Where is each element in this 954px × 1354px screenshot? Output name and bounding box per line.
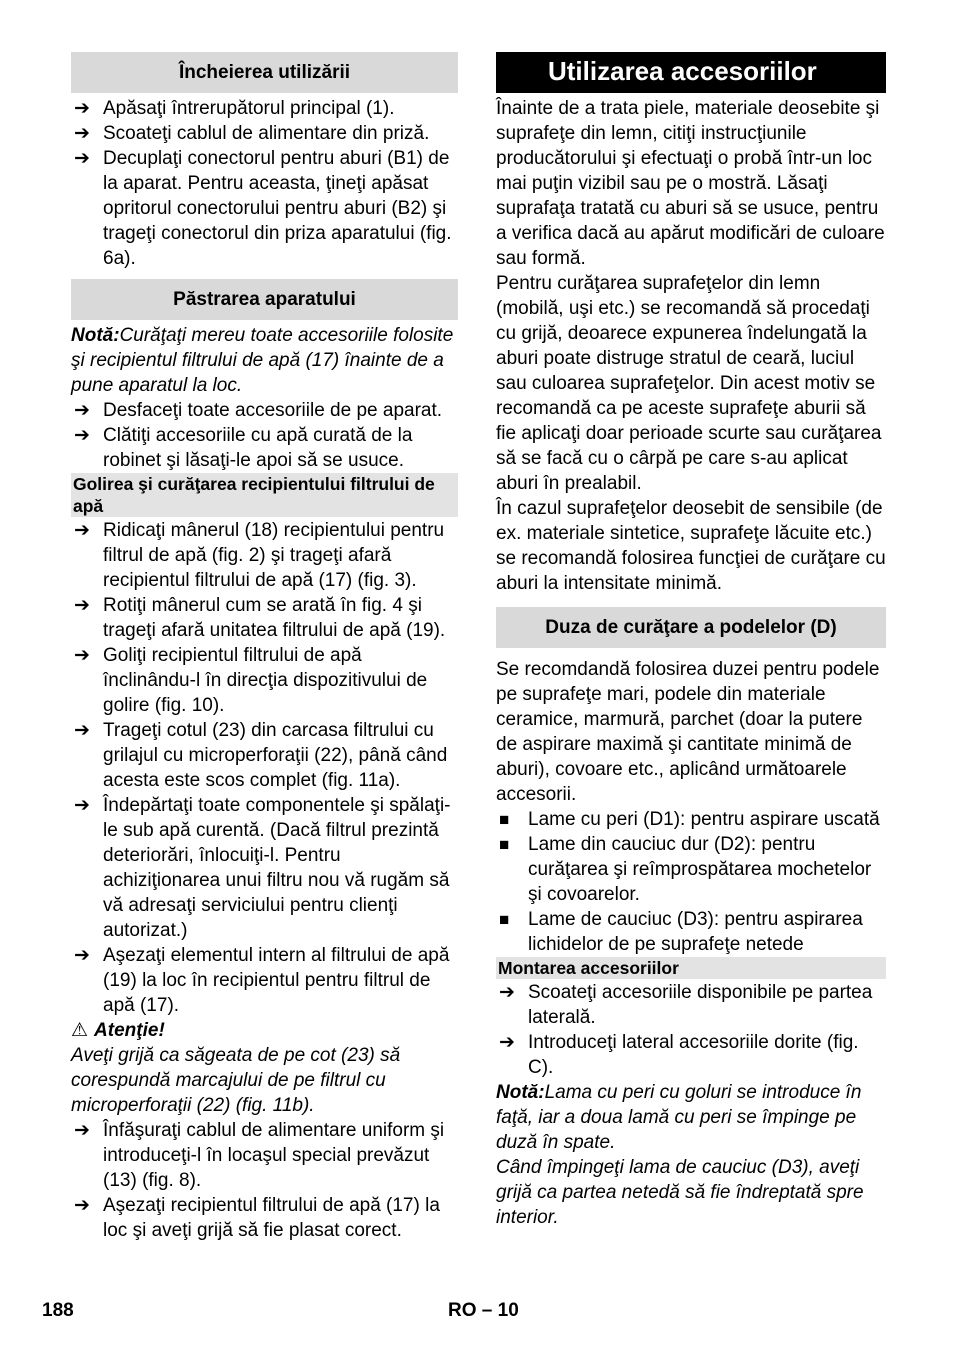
accessory-list (496, 807, 886, 957)
page-label: RO – 10 (448, 1300, 519, 1321)
right-column (496, 52, 886, 1230)
final-storage-steps (71, 1118, 458, 1243)
filter-cleaning-steps (71, 518, 458, 1018)
list-item: ➔ Apăsaţi întrerupătorul principal (1). (74, 98, 395, 119)
list-item: ➔ Aşezaţi elementul intern al filtrului de apă (19) la loc în recipientul pentru filtrul de apă (17). (74, 945, 450, 1016)
list-item: ➔ Scoateţi accesoriile disponibile pe partea laterală. (499, 982, 873, 1028)
list-item: ➔ Înfăşuraţi cablul de alimentare uniform şi introduceţi-l în locaşul special prevăzut (13) (fig. 8). (74, 1120, 445, 1191)
section-heading-storage: Păstrarea aparatului (71, 279, 458, 320)
note-storage: Notă:Curăţaţi mereu toate accesoriile folosite şi recipientul filtrului de apă (17) înainte de a pune aparatul la loc. (71, 325, 454, 396)
list-item: ➔ Trageţi cotul (23) din carcasa filtrului cu grilajul cu microperforaţii (22), până când acesta este scos complet (fig. 11a). (74, 720, 448, 791)
paragraph-floor-nozzle: Se recomdandă folosirea duzei pentru podele pe suprafeţe mari, podele din materiale ceramice, marmură, parchet (doar la putere de aspirare maximă şi cantitate minimă de aburi), covoare etc., aplicând următoarele accesorii. (496, 659, 880, 805)
arrow-icon: ➔ (74, 795, 90, 816)
section-heading-end-of-use: Încheierea utilizării (71, 52, 458, 93)
list-item: ➔ Rotiţi mânerul cum se arată în fig. 4 şi trageţi afară unitatea filtrului de apă (19). (74, 595, 446, 641)
subheading-mounting: Montarea accesoriilor (496, 957, 886, 979)
warning-heading: ⚠ Atenţie! (71, 1020, 165, 1041)
page-number: 188 (42, 1300, 74, 1321)
end-of-use-steps (71, 96, 458, 271)
paragraph-wood: Pentru curăţarea suprafeţelor din lemn (mobilă, uşi etc.) se recomandă să procedaţi cu grijă, deoarece expunerea îndelungată la aburi poate distruge stratul de ceară, luciul sau culoarea suprafeţelor. Din acest motiv se recomandă ca pe aceste suprafeţe aburii să fie aplicaţi doar perioade scurte sau curăţarea să se facă cu o cârpă pe care s-au aplicat aburi în prealabil. (496, 273, 882, 494)
arrow-icon: ➔ (74, 123, 90, 144)
arrow-icon: ➔ (74, 400, 90, 421)
arrow-icon: ➔ (74, 1120, 90, 1141)
arrow-icon: ➔ (74, 1195, 90, 1216)
list-item: ➔ Decuplaţi conectorul pentru aburi (B1) de la aparat. Pentru aceasta, ţineţi apăsat opritorul conectorului pentru aburi (B2) şi trageţi conectorul din priza aparatului (fig. 6a). (74, 148, 452, 269)
subheading-filter-cleaning: Golirea şi curăţarea recipientului filtrului de apă (71, 473, 458, 517)
note-rubber-blade: Când împingeţi lama de cauciuc (D3), aveţi grijă ca partea netedă să fie îndreptată spre interior. (496, 1157, 864, 1228)
storage-steps (71, 398, 458, 473)
left-column (71, 52, 458, 1243)
arrow-icon: ➔ (74, 520, 90, 541)
arrow-icon: ➔ (74, 720, 90, 741)
note-mounting: Notă:Lama cu peri cu goluri se introduce în faţă, iar a doua lamă cu peri se împinge pe duză în spate. (496, 1082, 862, 1153)
arrow-icon: ➔ (74, 595, 90, 616)
arrow-icon: ➔ (74, 945, 90, 966)
paragraph-sensitive: În cazul suprafeţelor deosebit de sensibile (de ex. materiale sintetice, suprafeţe lăcuite etc.) se recomandă folosirea funcţiei de curăţare cu aburi la intensitate minimă. (496, 498, 886, 594)
list-item: ➔ Îndepărtaţi toate componentele şi spălaţi-le sub apă curentă. (Dacă filtrul prezintă deteriorări, înlocuiţi-l. Pentru achiziţionarea unui filtru nou vă rugăm să vă adresaţi serviciului pentru clienţi autorizat.) (74, 795, 451, 941)
mounting-steps (496, 980, 886, 1080)
square-bullet-icon: ■ (499, 810, 510, 829)
list-item: ➔ Scoateţi cablul de alimentare din priză. (74, 123, 430, 144)
arrow-icon: ➔ (499, 982, 515, 1003)
list-item: ➔ Clătiţi accesoriile cu apă curată de la robinet şi lăsaţi-le apoi să se usuce. (74, 425, 413, 471)
list-item: ■ Lame de cauciuc (D3): pentru aspirarea lichidelor de pe suprafeţe netede (499, 909, 863, 955)
arrow-icon: ➔ (74, 425, 90, 446)
square-bullet-icon: ■ (499, 835, 510, 854)
list-item: ➔ Introduceţi lateral accesoriile dorite (fig. C). (499, 1032, 859, 1078)
arrow-icon: ➔ (499, 1032, 515, 1053)
list-item: ■ Lame din cauciuc dur (D2): pentru curăţarea şi reîmprospătarea mochetelor şi covoarelor. (499, 834, 872, 905)
paragraph-intro: Înainte de a trata piele, materiale deosebite şi suprafeţe din lemn, citiţi instrucţiunile producătorului şi efectuaţi o probă într-un loc mai puţin vizibil sau pe o mostră. Lăsaţi suprafaţa tratată cu aburi să se usuce, pentru a verifica dacă au apărut modificări de culoare sau formă. (496, 98, 885, 269)
arrow-icon: ➔ (74, 148, 90, 169)
section-heading-floor-nozzle: Duza de curăţare a podelelor (D) (496, 607, 886, 648)
square-bullet-icon: ■ (499, 910, 510, 929)
arrow-icon: ➔ (74, 98, 90, 119)
list-item: ■ Lame cu peri (D1): pentru aspirare uscată (499, 809, 880, 830)
list-item: ➔ Aşezaţi recipientul filtrului de apă (17) la loc şi aveţi grijă să fie plasat corect. (74, 1195, 440, 1241)
warning-text: Aveţi grijă ca săgeata de pe cot (23) să corespundă marcajului de pe filtrul cu microperforaţii (22) (fig. 11b). (71, 1045, 401, 1116)
list-item: ➔ Goliţi recipientul filtrului de apă înclinându-l în direcţia dispozitivului de golire (fig. 10). (74, 645, 428, 716)
list-item: ➔ Desfaceţi toate accesoriile de pe aparat. (74, 400, 443, 421)
list-item: ➔ Ridicaţi mânerul (18) recipientului pentru filtrul de apă (fig. 2) şi trageţi afară recipientul filtrului de apă (17) (fig. 3). (74, 520, 445, 591)
warning-triangle-icon: ⚠ (71, 1020, 89, 1041)
arrow-icon: ➔ (74, 645, 90, 666)
chapter-title: Utilizarea accesoriilor (496, 52, 886, 93)
